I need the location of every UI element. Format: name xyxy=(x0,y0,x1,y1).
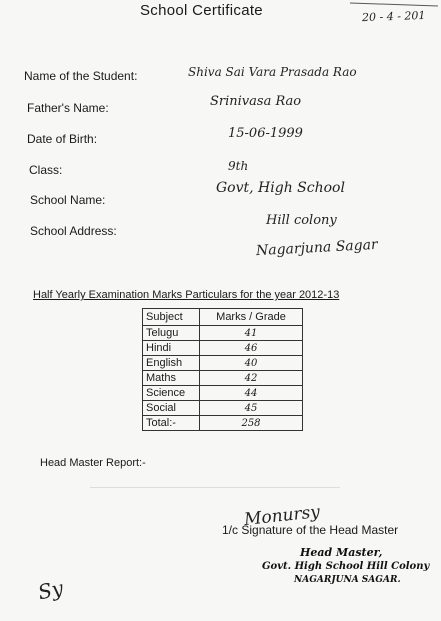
head-master-signature: Monursy xyxy=(243,502,321,530)
marks-column-header: Marks / Grade xyxy=(200,309,303,326)
total-label-cell: Total:- xyxy=(143,416,200,431)
stamp-line-2: Govt. High School Hill Colony xyxy=(262,561,430,572)
marks-table-header xyxy=(143,309,303,326)
student-name-label: Name of the Student: xyxy=(24,69,138,83)
school-address-line1: Hill colony xyxy=(266,213,337,228)
subject-column-header: Subject xyxy=(143,309,200,326)
subject-cell: English xyxy=(143,356,200,371)
marks-cell: 42 xyxy=(200,371,303,386)
table-row xyxy=(143,341,303,356)
school-address-line2: Nagarjuna Sagar xyxy=(255,236,379,260)
dob-label: Date of Birth: xyxy=(27,132,98,146)
marks-cell: 41 xyxy=(200,326,303,341)
school-name-label: School Name: xyxy=(30,193,106,207)
class-label: Class: xyxy=(29,163,63,177)
faint-line xyxy=(90,487,340,488)
marks-cell: 44 xyxy=(200,386,303,401)
marks-cell: 40 xyxy=(200,356,303,371)
subject-cell: Hindi xyxy=(143,341,200,356)
table-row xyxy=(143,326,303,341)
table-row xyxy=(143,386,303,401)
head-master-report-label: Head Master Report:- xyxy=(40,457,146,469)
student-name-value: Shiva Sai Vara Prasada Rao xyxy=(188,65,357,79)
school-address-label: School Address: xyxy=(30,224,117,238)
marks-heading: Half Yearly Examination Marks Particulars for the year 2012-13 xyxy=(33,289,340,301)
date-line xyxy=(350,2,438,6)
total-marks-cell: 258 xyxy=(200,416,303,431)
subject-cell: Science xyxy=(143,386,200,401)
table-row xyxy=(143,371,303,386)
stamp-line-3: NAGARJUNA SAGAR. xyxy=(294,575,401,585)
father-name-value: Srinivasa Rao xyxy=(210,94,302,109)
subject-cell: Social xyxy=(143,401,200,416)
table-row-total xyxy=(143,416,303,431)
subject-cell: Maths xyxy=(143,371,200,386)
dob-value: 15-06-1999 xyxy=(228,126,303,141)
left-signature: Sy xyxy=(35,575,66,605)
signature-initials: 1/c xyxy=(222,523,239,537)
certificate-date: 20 - 4 - 201 xyxy=(361,8,426,25)
signature-label xyxy=(222,523,398,537)
marks-cell: 45 xyxy=(200,401,303,416)
father-name-label: Father's Name: xyxy=(27,101,109,115)
signature-caption: Signature of the Head Master xyxy=(241,523,399,537)
marks-cell: 46 xyxy=(200,341,303,356)
school-name-value: Govt, High School xyxy=(216,180,345,196)
stamp-line-1: Head Master, xyxy=(300,546,383,559)
marks-table xyxy=(142,308,303,431)
table-row xyxy=(143,401,303,416)
table-row xyxy=(143,356,303,371)
class-value: 9th xyxy=(228,159,249,173)
certificate-title: School Certificate xyxy=(140,2,263,19)
subject-cell: Telugu xyxy=(143,326,200,341)
